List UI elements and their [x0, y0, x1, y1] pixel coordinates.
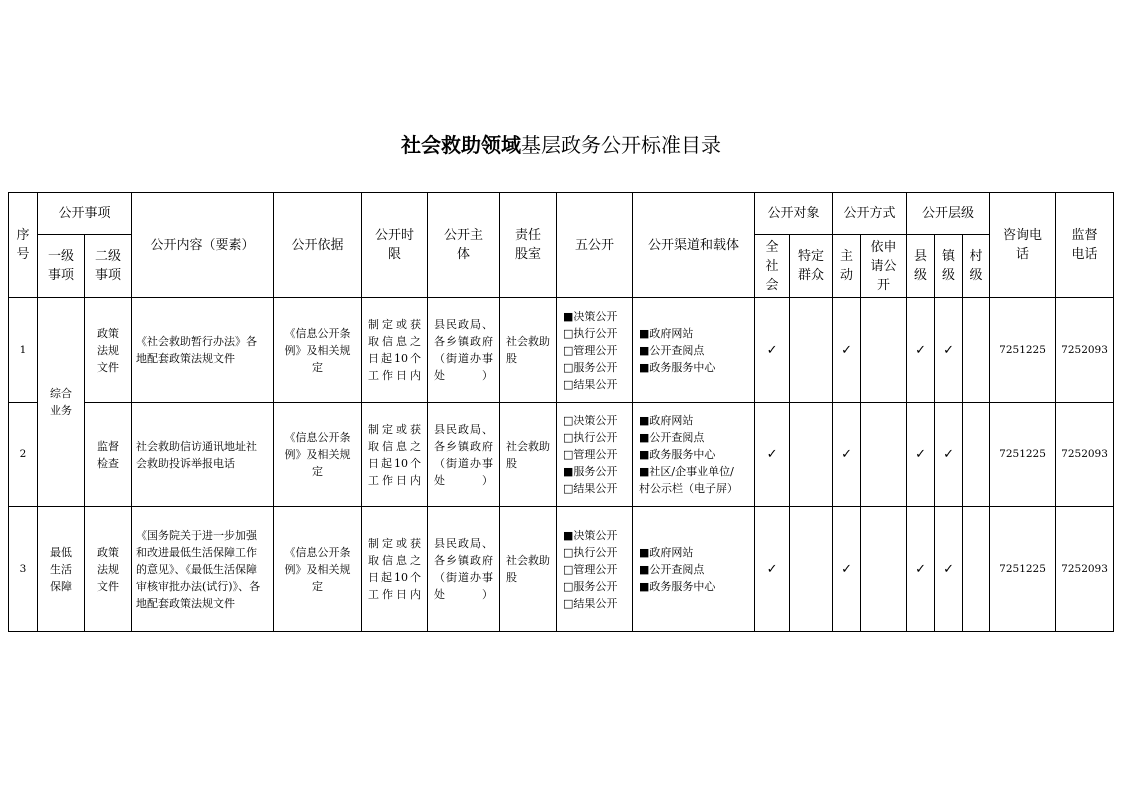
cell-level1: 综合业务	[38, 298, 85, 507]
check-level-village	[963, 298, 990, 403]
header-dept: 责任股室	[500, 193, 557, 298]
header-target-group: 公开对象	[755, 193, 833, 235]
check-target-specific	[790, 507, 833, 632]
check-level-town: ✓	[935, 507, 963, 632]
cell-seq: 2	[9, 403, 38, 507]
check-level-town: ✓	[935, 403, 963, 507]
check-target-all: ✓	[755, 298, 790, 403]
standard-catalog-table	[8, 192, 1114, 632]
cell-channel: ■政府网站 ■公开查阅点 ■政务服务中心	[633, 298, 755, 403]
cell-consult-phone: 7251225	[990, 403, 1056, 507]
header-level-county: 县级	[907, 235, 935, 298]
check-level-village	[963, 507, 990, 632]
header-level-village: 村级	[963, 235, 990, 298]
cell-dept: 社会救助股	[500, 507, 557, 632]
header-level-group: 公开层级	[907, 193, 990, 235]
table-row	[9, 507, 1114, 632]
cell-consult-phone: 7251225	[990, 298, 1056, 403]
check-level-village	[963, 403, 990, 507]
cell-level2: 监督检查	[85, 403, 132, 507]
title-bold-part: 社会救助领域	[401, 133, 521, 157]
cell-level1: 最低生活保障	[38, 507, 85, 632]
header-level1: 一级事项	[38, 235, 85, 298]
cell-dept: 社会救助股	[500, 298, 557, 403]
cell-supervise-phone: 7252093	[1056, 403, 1114, 507]
cell-subject: 县民政局、各乡镇政府（街道办事处）	[428, 507, 500, 632]
table-row	[9, 403, 1114, 507]
cell-five: □决策公开 □执行公开 □管理公开 ■服务公开 □结果公开	[557, 403, 633, 507]
cell-content: 社会救助信访通讯地址社会救助投诉举报电话	[132, 403, 274, 507]
header-five: 五公开	[557, 193, 633, 298]
header-time-limit: 公开时限	[362, 193, 428, 298]
header-method-active: 主动	[833, 235, 861, 298]
check-method-apply	[861, 403, 907, 507]
header-content: 公开内容（要素）	[132, 193, 274, 298]
check-method-active: ✓	[833, 507, 861, 632]
page-title	[0, 131, 1122, 159]
cell-basis: 《信息公开条例》及相关规定	[274, 507, 362, 632]
cell-basis: 《信息公开条例》及相关规定	[274, 403, 362, 507]
check-method-active: ✓	[833, 298, 861, 403]
check-method-active: ✓	[833, 403, 861, 507]
cell-level2: 政策法规文件	[85, 298, 132, 403]
table-row	[9, 298, 1114, 403]
header-target-all: 全社会	[755, 235, 790, 298]
header-target-specific: 特定群众	[790, 235, 833, 298]
header-level-town: 镇级	[935, 235, 963, 298]
cell-subject: 县民政局、各乡镇政府（街道办事处）	[428, 298, 500, 403]
check-target-specific	[790, 403, 833, 507]
cell-basis: 《信息公开条例》及相关规定	[274, 298, 362, 403]
header-channel: 公开渠道和载体	[633, 193, 755, 298]
header-seq: 序号	[9, 193, 38, 298]
header-method-group: 公开方式	[833, 193, 907, 235]
check-method-apply	[861, 507, 907, 632]
title-normal-part: 基层政务公开标准目录	[521, 133, 721, 157]
cell-time-limit: 制定或获取信息之日起10个工作日内	[362, 298, 428, 403]
header-level2: 二级事项	[85, 235, 132, 298]
check-level-town: ✓	[935, 298, 963, 403]
cell-channel: ■政府网站 ■公开查阅点 ■政务服务中心 ■社区/企事业单位/ 村公示栏（电子屏）	[633, 403, 755, 507]
header-supervise: 监督电话	[1056, 193, 1114, 298]
check-target-all: ✓	[755, 403, 790, 507]
cell-subject: 县民政局、各乡镇政府（街道办事处）	[428, 403, 500, 507]
check-level-county: ✓	[907, 403, 935, 507]
cell-time-limit: 制定或获取信息之日起10个工作日内	[362, 403, 428, 507]
header-basis: 公开依据	[274, 193, 362, 298]
check-target-specific	[790, 298, 833, 403]
cell-supervise-phone: 7252093	[1056, 507, 1114, 632]
cell-seq: 1	[9, 298, 38, 403]
check-level-county: ✓	[907, 298, 935, 403]
check-level-county: ✓	[907, 507, 935, 632]
header-item-group: 公开事项	[38, 193, 132, 235]
cell-consult-phone: 7251225	[990, 507, 1056, 632]
cell-content: 《国务院关于进一步加强和改进最低生活保障工作的意见》、《最低生活保障审核审批办法(试行)》、各地配套政策法规文件	[132, 507, 274, 632]
header-method-apply: 依申请公开	[861, 235, 907, 298]
header-consult: 咨询电话	[990, 193, 1056, 298]
check-method-apply	[861, 298, 907, 403]
check-target-all: ✓	[755, 507, 790, 632]
cell-channel: ■政府网站 ■公开查阅点 ■政务服务中心	[633, 507, 755, 632]
cell-level2: 政策法规文件	[85, 507, 132, 632]
cell-seq: 3	[9, 507, 38, 632]
cell-dept: 社会救助股	[500, 403, 557, 507]
cell-supervise-phone: 7252093	[1056, 298, 1114, 403]
cell-content: 《社会救助暂行办法》各地配套政策法规文件	[132, 298, 274, 403]
header-subject: 公开主体	[428, 193, 500, 298]
cell-five: ■决策公开 □执行公开 □管理公开 □服务公开 □结果公开	[557, 298, 633, 403]
cell-five: ■决策公开 □执行公开 □管理公开 □服务公开 □结果公开	[557, 507, 633, 632]
cell-time-limit: 制定或获取信息之日起10个工作日内	[362, 507, 428, 632]
